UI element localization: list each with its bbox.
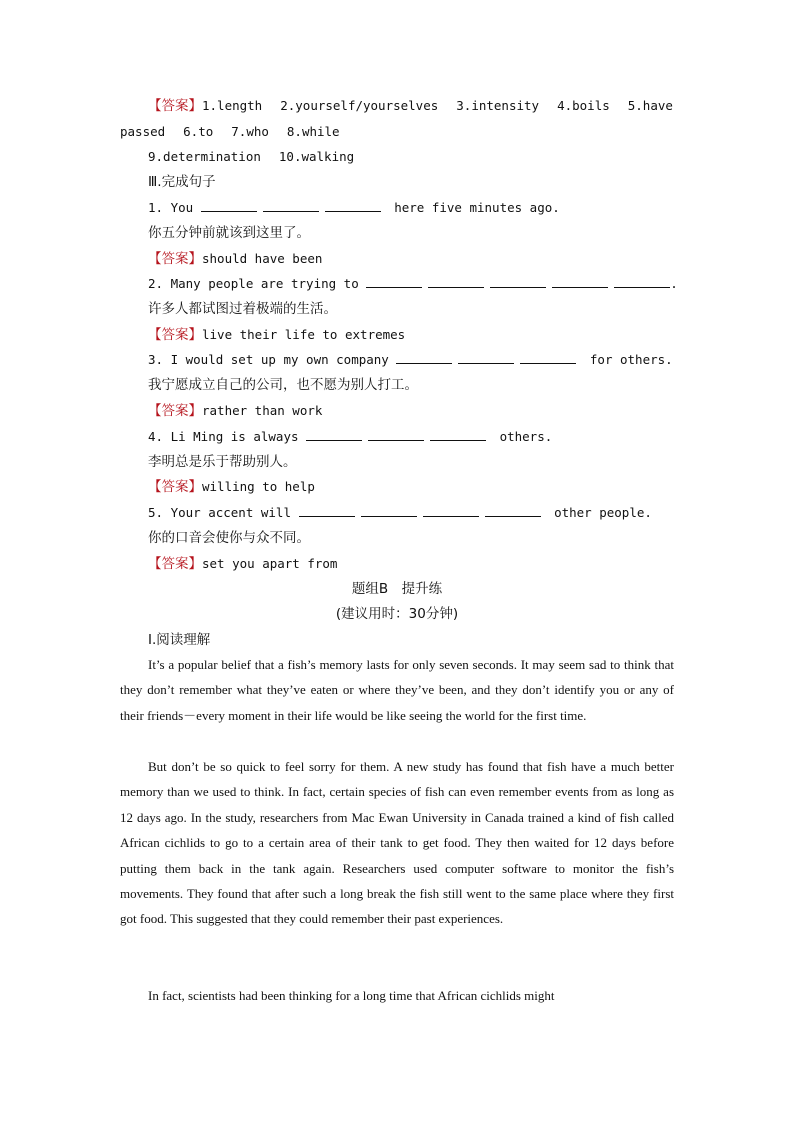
vocab-answer: 10.walking [278,149,355,164]
vocab-answer: 1.length [202,98,263,113]
sentence-4-translation: 李明总是乐于帮助别人。 [148,454,297,470]
answer-text: rather than work [202,403,323,418]
sentence-text: 2. Many people are trying to [148,276,359,291]
vocab-answer: 9.determination [148,149,261,164]
sentence-1-answer [148,251,674,267]
fill-blank[interactable] [458,353,514,364]
sentence-1 [148,200,674,216]
vocab-answer: 4.boils [557,98,610,113]
sentence-text: 4. Li Ming is always [148,429,299,444]
answer-text: live their life to extremes [202,327,406,342]
answer-text: willing to help [202,479,315,494]
fill-blank[interactable] [263,201,319,212]
sentence-3 [148,352,674,368]
sentence-text: . [670,276,678,291]
sentence-text: for others. [589,352,673,367]
reading-paragraph-3 [120,983,674,1008]
fill-blank[interactable] [490,277,546,288]
fill-blank[interactable] [306,430,362,441]
fill-blank[interactable] [552,277,608,288]
sentence-2-answer [148,327,674,343]
answer-tag: 【答案】 [148,251,202,267]
fill-blank[interactable] [614,277,670,288]
reading-paragraph-2 [120,754,674,932]
answer-text: set you apart from [202,556,338,571]
sentence-text: here five minutes ago. [394,200,560,215]
fill-blank[interactable] [396,353,452,364]
vocab-answer: 7.who [231,124,269,139]
sentence-3-translation: 我宁愿成立自己的公司，也不愿为别人打工。 [148,377,418,393]
sentence-5-answer [148,556,674,572]
sentence-text: 1. You [148,200,194,215]
sentence-4 [148,429,674,445]
sentence-2 [148,276,678,292]
paragraph-text: It’s a popular belief that a fish’s memory lasts for only seven seconds. It may seem sad to think that they don’t remember what they’ve eaten or where they’ve been, and they don’t identify you or any of their friends－every moment in their life would be like seeing the world for the first time. [120,657,674,723]
fill-blank[interactable] [366,277,422,288]
answer-tag: 【答案】 [148,479,202,495]
fill-blank[interactable] [368,430,424,441]
answer-tag: 【答案】 [148,327,202,343]
paragraph-text: In fact, scientists had been thinking for a long time that African cichlids might [148,988,555,1003]
vocab-answer: 2.yourself/yourselves [280,98,439,113]
vocab-answer-row-1 [148,98,674,114]
sentence-text: others. [499,429,553,444]
section-title-reading: Ⅰ.阅读理解 [148,632,211,648]
sentence-4-answer [148,479,674,495]
vocab-answer: 3.intensity [456,98,540,113]
answer-tag: 【答案】 [148,98,202,114]
vocab-answer: 8.while [286,124,340,139]
fill-blank[interactable] [299,506,355,517]
sentence-text: 3. I would set up my own company [148,352,389,367]
fill-blank[interactable] [430,430,486,441]
vocab-answer: 5.have [627,98,673,113]
vocab-answer-row-2 [120,124,646,140]
fill-blank[interactable] [428,277,484,288]
suggested-time: (建议用时：30分钟) [335,606,459,622]
vocab-answer: 6.to [183,124,214,139]
sentence-text: 5. Your accent will [148,505,291,520]
fill-blank[interactable] [361,506,417,517]
sentence-2-translation: 许多人都试图过着极端的生活。 [148,301,337,317]
section-title-complete-sentences: Ⅲ.完成句子 [148,174,216,190]
fill-blank[interactable] [520,353,576,364]
sentence-5 [148,505,674,521]
paragraph-text: But don’t be so quick to feel sorry for them. A new study has found that fish have a much better memory than we used to think. In fact, certain species of fish can even remember events from as long as 12 days ago. In the study, researchers from Mac Ewan University in Canada trained a kind of fish called African cichlids to go to a certain area of their tank to get food. They then waited for 12 days before putting them back in the tank again. Researchers used computer software to monitor the fish’s movements. They found that after such a long break the fish still went to the same place where they first got food. This suggested that they could remember their past experiences. [120,759,674,927]
reading-paragraph-1 [120,652,674,728]
vocab-answer: passed [120,124,166,139]
sentence-3-answer [148,403,674,419]
sentence-text: other people. [554,505,652,520]
sentence-5-translation: 你的口音会使你与众不同。 [148,530,310,546]
answer-text: should have been [202,251,323,266]
fill-blank[interactable] [423,506,479,517]
vocab-answer-row-3 [148,149,674,165]
group-title: 题组B 提升练 [351,581,443,597]
answer-tag: 【答案】 [148,556,202,572]
answer-tag: 【答案】 [148,403,202,419]
fill-blank[interactable] [325,201,381,212]
fill-blank[interactable] [485,506,541,517]
sentence-1-translation: 你五分钟前就该到这里了。 [148,225,310,241]
fill-blank[interactable] [201,201,257,212]
